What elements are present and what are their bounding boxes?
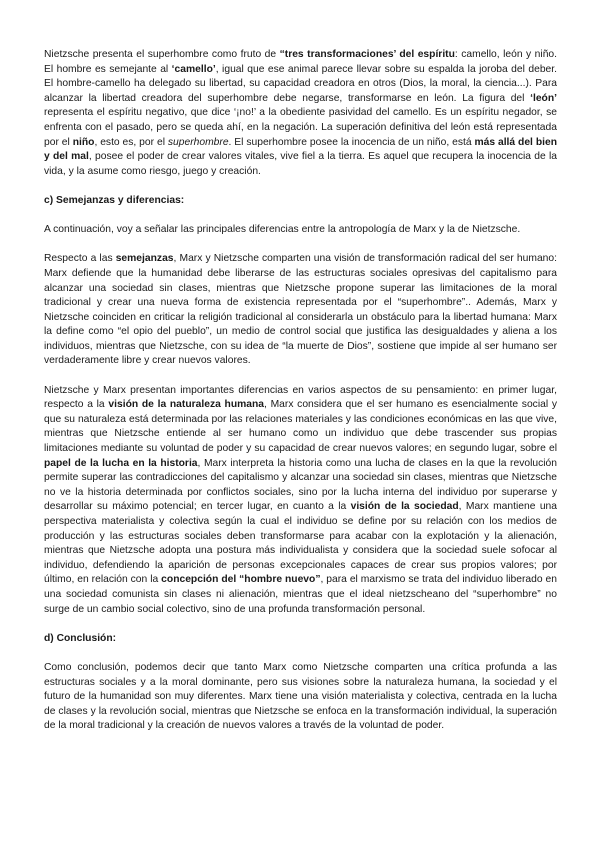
- section-heading-conclusion: d) Conclusión:: [44, 632, 117, 644]
- paragraph-conclusion: Como conclusión, podemos decir que tanto Marx como Nietzsche comparten una crítica profunda a las estructuras sociales y a la moral dominante, pero sus visiones sobre la naturaleza humana, la sociedad y el futuro de la humanidad son muy diferentes. Marx tiene una visión materialista y colectiva, centrada en la lucha de clases y la revolución social, mientras que Nietzsche se enfoca en la transformación individual, la superación de la moral tradicional y la creación de nuevos valores a través de la voluntad de poder.: [44, 661, 557, 732]
- section-heading-similarities: c) Semejanzas y diferencias:: [44, 194, 185, 206]
- document-page: [44, 48, 557, 734]
- paragraph-differences: Nietzsche y Marx presentan importantes diferencias en varios aspectos de su pensamiento: en primer lugar, respecto a la visión de la naturaleza humana, Marx considera que el ser humano es esencialmente social y que su naturaleza está determinada por las relaciones materiales y las condiciones económicas en las que vive, mientras que Nietzsche entiende al ser humano como un individuo que debe trascender sus propias limitaciones mediante su voluntad de poder y su capacidad de crear nuevos valores; en segundo lugar, sobre el papel de la lucha en la historia, Marx interpreta la historia como una lucha de clases en la que la revolución permite superar las contradicciones del capitalismo y alcanzar una sociedad sin clases, mientras que Nietzsche no ve la historia determinada por conflictos sociales, sino por la lucha interna del individuo por superarse y desarrollar su máximo potencial; en tercer lugar, en cuanto a la visión de la sociedad, Marx mantiene una perspectiva materialista y colectiva según la cual el individuo se define por su relación con los medios de producción y las estructuras sociales deben transformarse para acabar con la explotación y la alienación, mientras que Nietzsche adopta una postura más individualista y considera que la sociedad suele sofocar al individuo, defendiendo la aparición de personas excepcionales capaces de crear sus propios valores; por último, en relación con la concepción del “hombre nuevo”, para el marxismo se trata del individuo liberado en una sociedad comunista sin clases ni alienación, mientras que el ideal nietzscheano del “superhombre” no surge de un cambio social colectivo, sino de una profunda transformación personal.: [44, 384, 557, 615]
- paragraph-intro: A continuación, voy a señalar las principales diferencias entre la antropología de Marx y la de Nietzsche.: [44, 224, 521, 236]
- paragraph-similarities: Respecto a las semejanzas, Marx y Nietzsche comparten una visión de transformación radical del ser humano: Marx defiende que la humanidad debe liberarse de las estructuras sociales opresivas del capitalismo para alcanzar una sociedad sin clases, mientras que Nietzsche propone superar las limitaciones de la moral tradicional y crear una nueva forma de existencia representada por el “superhombre”.. Además, Marx y Nietzsche coinciden en criticar la religión tradicional al considerarla un obstáculo para la libertad humana: Marx la define como “el opio del pueblo”, un medio de control social que justifica las desigualdades y aliena a los individuos, mientras que Nietzsche, con su idea de “la muerte de Dios”, sostiene que impide al ser humano ser verdaderamente libre y crear nuevos valores.: [44, 253, 557, 367]
- paragraph-three-transformations: Nietzsche presenta el superhombre como fruto de “tres transformaciones’ del espíritu: camello, león y niño. El hombre es semejante al ‘camello’, igual que ese animal parece llevar sobre su espalda la joroba del deber. El hombre-camello ha delegado su libertad, su capacidad creadora en otros (Dios, la moral, la ciencia...). Para alcanzar la libertad creadora del superhombre debe negarse, transformarse en león. La figura del ‘león’ representa el espíritu negativo, que dice ‘¡no!’ a la obediente pasividad del camello. Es un espíritu negador, se enfrenta con el pasado, pero se queda ahí, en la negación. La superación definitiva del león está representada por el niño, esto es, por el superhombre. El superhombre posee la inocencia de un niño, está más allá del bien y del mal, posee el poder de crear valores vitales, vive fiel a la tierra. Es aquel que recupera la inocencia de la vida, y la asume como riesgo, juego y creación.: [44, 49, 558, 177]
